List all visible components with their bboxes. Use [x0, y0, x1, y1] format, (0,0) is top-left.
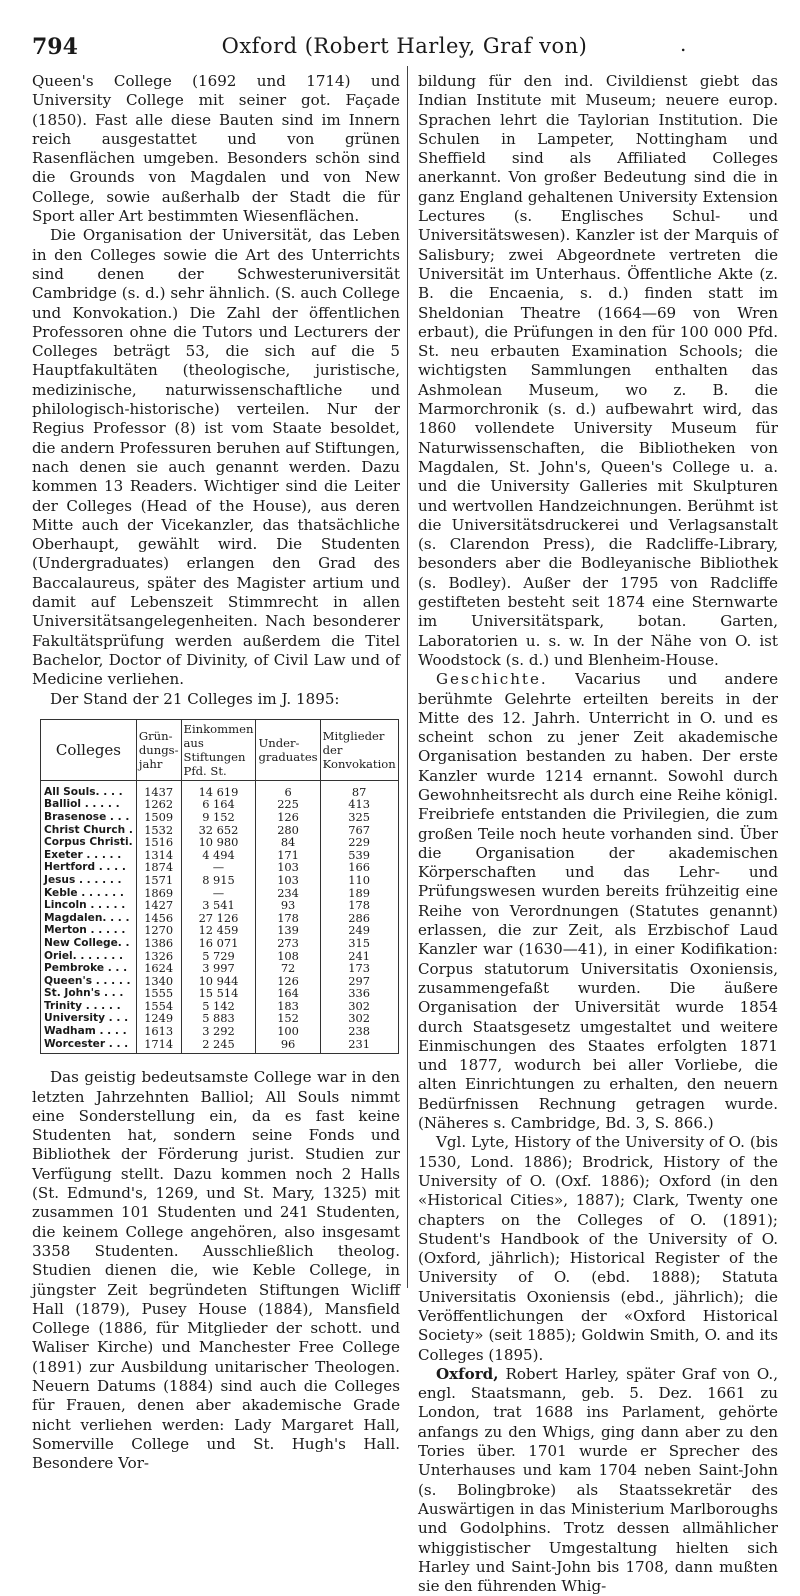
paragraph: Queen's College (1692 und 1714) und University College mit seiner got. Façade (1850). Fast alle diese Bauten sind im Innern reich ausgestattet und von grünen Rasenflächen umgeben. Besonders schön sind die Grounds von Magdalen und von New College, sowie außerhalb der Stadt die für Sport aller Art bestimmten Wiesenflächen.	[32, 72, 400, 226]
table-cell: 1624	[136, 962, 181, 975]
table-cell: 139	[256, 924, 320, 937]
table-row	[41, 780, 399, 798]
college-name-cell: All Souls. . . .	[41, 780, 137, 798]
college-name-cell: Christ Church .	[41, 824, 137, 837]
table-row	[41, 962, 399, 975]
page-header	[32, 34, 777, 62]
table-cell: 336	[320, 987, 398, 1000]
table-cell: 152	[256, 1012, 320, 1025]
table-cell: 767	[320, 824, 398, 837]
table-cell: 5 729	[181, 950, 256, 963]
section-heading: Geschichte.	[436, 670, 548, 689]
table-cell: 3 292	[181, 1025, 256, 1038]
table-cell: 10 944	[181, 975, 256, 988]
table-cell: 1326	[136, 950, 181, 963]
college-name-cell: St. John's . . .	[41, 987, 137, 1000]
paragraph: Das geistig bedeutsamste College war in den letzten Jahrzehnten Balliol; All Souls nimmt eine Sonderstellung ein, da es fast keine Studenten hat, sondern seine Fonds und Bibliothek der Förderung jurist. Studien zur Verfügung stellt. Dazu kommen noch 2 Halls (St. Edmund's, 1269, und St. Mary, 1325) mit zusammen 101 Studenten und 241 Studenten, die keinem College angehören, also insgesamt 3358 Studenten. Ausschließlich theolog. Studien dienen die, wie Keble College, in jüngster Zeit begründeten Stiftungen Wicliff Hall (1879), Pusey House (1884), Mansfield College (1886, für Mitglieder der schott. und Waliser Kirche) und Manchester Free College (1891) zur Ausbildung unitarischer Theologen. Neuern Datums (1884) sind auch die Colleges für Frauen, denen aber akademische Grade nicht verliehen werden: Lady Margaret Hall, Somerville College und St. Hugh's Hall. Besondere Vor-	[32, 1068, 400, 1473]
table-cell: 126	[256, 811, 320, 824]
table-cell: 4 494	[181, 849, 256, 862]
table-row	[41, 1038, 399, 1054]
college-name-cell: Magdalen. . . .	[41, 912, 137, 925]
table-cell: 84	[256, 836, 320, 849]
column-header: Einkommen aus Stiftungen Pfd. St.	[181, 719, 256, 780]
table-cell: 103	[256, 861, 320, 874]
table-row	[41, 937, 399, 950]
table-cell: 12 459	[181, 924, 256, 937]
table-cell: 178	[320, 899, 398, 912]
paragraph	[418, 1365, 778, 1596]
table-cell: 178	[256, 912, 320, 925]
table-row	[41, 811, 399, 824]
table-cell: 1386	[136, 937, 181, 950]
table-cell: 1571	[136, 874, 181, 887]
left-column	[32, 72, 400, 1474]
table-cell: 164	[256, 987, 320, 1000]
table-cell: 1869	[136, 887, 181, 900]
table-cell: 14 619	[181, 780, 256, 798]
table-cell: 315	[320, 937, 398, 950]
table-cell: 1262	[136, 798, 181, 811]
college-name-cell: Queen's . . . . .	[41, 975, 137, 988]
paragraph	[418, 670, 778, 1133]
table-cell: 273	[256, 937, 320, 950]
table-cell: 6 164	[181, 798, 256, 811]
table-cell: 302	[320, 1000, 398, 1013]
table-cell: 1516	[136, 836, 181, 849]
paragraph-text: Robert Harley, später Graf von O., engl. Staatsmann, geb. 5. Dez. 1661 zu London, trat 1688 ins Parlament, gehörte anfangs zu den Whigs, ging dann aber zu den Tories über. 1701 wurde er Sprecher des Unterhauses und kam 1704 neben Saint-John (s. Bolingbroke) als Staatssekretär des Auswärtigen in das Ministerium Marlboroughs und Godolphins. Trotz dessen allmählicher whiggistischer Umgestaltung hielten sich Harley und Saint-John bis 1708, dann mußten sie den führenden Whig-	[418, 1364, 778, 1596]
page-number: 794	[32, 34, 78, 60]
table-cell: 231	[320, 1038, 398, 1054]
college-name-cell: Wadham . . . .	[41, 1025, 137, 1038]
table-cell: 280	[256, 824, 320, 837]
college-name-cell: Balliol . . . . .	[41, 798, 137, 811]
table-cell: 1714	[136, 1038, 181, 1054]
table-caption: Der Stand der 21 Colleges im J. 1895:	[50, 689, 340, 708]
table-cell: 8 915	[181, 874, 256, 887]
table-cell: 189	[320, 887, 398, 900]
table-cell: 229	[320, 836, 398, 849]
table-cell: 9 152	[181, 811, 256, 824]
table-cell: 171	[256, 849, 320, 862]
college-name-cell: Oriel. . . . . . .	[41, 950, 137, 963]
table-cell: 297	[320, 975, 398, 988]
table-cell: 225	[256, 798, 320, 811]
table-row	[41, 874, 399, 887]
column-header: Colleges	[41, 719, 137, 780]
table-cell: 87	[320, 780, 398, 798]
college-name-cell: University . . .	[41, 1012, 137, 1025]
table-cell: 166	[320, 861, 398, 874]
header-dot: .	[680, 32, 687, 56]
table-cell: 238	[320, 1025, 398, 1038]
colleges-table	[40, 719, 399, 1054]
table-cell: 1555	[136, 987, 181, 1000]
table-cell: —	[181, 861, 256, 874]
college-name-cell: Lincoln . . . . .	[41, 899, 137, 912]
table-row	[41, 1025, 399, 1038]
paragraph: Vgl. Lyte, History of the University of O. (bis 1530, Lond. 1886); Brodrick, History of the University of O. (Oxf. 1886); Oxford (in den «Historical Cities», 1887); Clark, Twenty one chapters on the Colleges of O. (1891); Student's Handbook of the University of O. (Oxford, jährlich); Historical Register of the University of O. (ebd. 1888); Statuta Universitatis Oxoniensis (ebd., jährlich); die Veröffentlichungen der «Oxford Historical Society» (seit 1885); Goldwin Smith, O. and its Colleges (1895).	[418, 1133, 778, 1364]
table-cell: 183	[256, 1000, 320, 1013]
table-cell: 249	[320, 924, 398, 937]
college-name-cell: Pembroke . . .	[41, 962, 137, 975]
college-name-cell: Corpus Christi.	[41, 836, 137, 849]
table-cell: 1314	[136, 849, 181, 862]
table-cell: 126	[256, 975, 320, 988]
college-name-cell: Worcester . . .	[41, 1038, 137, 1054]
column-header: Mitglieder der Konvokation	[320, 719, 398, 780]
college-name-cell: Keble . . . . . .	[41, 887, 137, 900]
table-cell: 1613	[136, 1025, 181, 1038]
college-name-cell: Hertford . . . .	[41, 861, 137, 874]
table-cell: 72	[256, 962, 320, 975]
table-cell: 1427	[136, 899, 181, 912]
table-cell: 286	[320, 912, 398, 925]
column-header: Under-graduates	[256, 719, 320, 780]
table-cell: 539	[320, 849, 398, 862]
paragraph-text: Vacarius und andere berühmte Gelehrte erteilten bereits in der Mitte des 12. Jahrh. Unterricht in O. und es scheint schon zu jener Zeit akademische Organisation bestanden zu haben. Der erste Kanzler wurde 1214 ernannt. Sowohl durch Gewohnheitsrecht als durch eine Reihe königl. Freibriefe entstanden die Privilegien, die zum großen Teile noch heute vorhanden sind. Über die Organisation der akademischen Körperschaften und das Lehr- und Prüfungswesen wurden bereits frühzeitig eine Reihe von Verordnungen (Statutes genannt) erlassen, die zur Zeit, als Erzbischof Laud Kanzler war (1630—41), in einer Kodifikation: Corpus statutorum Universitatis Oxoniensis, zusammengefaßt wurden. Die äußere Organisation der Universität wurde 1854 durch Staatsgesetz umgestaltet und weitere Einmischungen des Staates erfolgten 1871 und 1877, wodurch bei aller Vorliebe, die alten Einrichtungen zu erhalten, den neuern Bedürfnissen Rechnung getragen wurde. (Näheres s. Cambridge, Bd. 3, S. 866.)	[418, 670, 778, 1133]
paragraph: Die Organisation der Universität, das Leben in den Colleges sowie die Art des Unterrichts sind denen der Schwesteruniversität Cambridge (s. d.) sehr ähnlich. (S. auch College und Konvokation.) Die Zahl der öffentlichen Professoren ohne die Tutors und Lecturers der Colleges beträgt 53, die sich auf die 5 Hauptfakultäten (theologische, juristische, medizinische, naturwissenschaftliche und philologisch-historische) verteilen. Nur der Regius Professor (8) ist vom Staate besoldet, die andern Professuren beruhen auf Stiftungen, nach denen sie auch genannt werden. Dazu kommen 13 Readers. Wichtiger sind die Leiter der Colleges (Head of the House), aus deren Mitte auch der Vicekanzler, das thatsächliche Oberhaupt, gewählt wird. Die Studenten (Undergraduates) erlangen den Grad des Baccalaureus, später des Magister artium und damit auf Lebenszeit Stimmrecht in allen Universitätsangelegenheiten. Nach besonderer Fakultätsprüfung werden außerdem die Titel Bachelor, Doctor of Divinity, of Civil Law und of Medicine verliehen.	[32, 226, 400, 689]
table-cell: 15 514	[181, 987, 256, 1000]
table-cell: 3 541	[181, 899, 256, 912]
table-cell: 1532	[136, 824, 181, 837]
table-cell: —	[181, 887, 256, 900]
right-column	[418, 72, 778, 1596]
table-cell: 325	[320, 811, 398, 824]
table-row	[41, 836, 399, 849]
table-cell: 302	[320, 1012, 398, 1025]
table-cell: 108	[256, 950, 320, 963]
table-cell: 1340	[136, 975, 181, 988]
table-cell: 110	[320, 874, 398, 887]
paragraph: bildung für den ind. Civildienst giebt das Indian Institute mit Museum; neuere europ. Sprachen lehrt die Taylorian Institution. Die Schulen in Lampeter, Nottingham und Sheffield sind als Affiliated Colleges anerkannt. Von großer Bedeutung sind die in ganz England gehaltenen University Extension Lectures (s. Englisches Schul- und Universitätswesen). Kanzler ist der Marquis of Salisbury; zwei Abgeordnete vertreten die Universität im Unterhaus. Öffentliche Akte (z. B. die Encaenia, s. d.) finden statt im Sheldonian Theatre (1664—69 von Wren erbaut), die Prüfungen in den für 100 000 Pfd. St. neu erbauten Examination Schools; die wichtigsten Sammlungen enthalten das Ashmolean Museum, wo z. B. die Marmorchronik (s. d.) aufbewahrt wird, das 1860 vollendete University Museum für Naturwissenschaften, die Bibliotheken von Magdalen, St. John's, Queen's College u. a. und die University Galleries mit Skulpturen und wertvollen Handzeichnungen. Berühmt ist die Universitätsdruckerei und Verlagsanstalt (s. Clarendon Press), die Radcliffe-Library, besonders aber die Bodleyanische Bibliothek (s. Bodley). Außer der 1795 von Radcliffe gestifteten besteht seit 1874 eine Sternwarte im Universitätspark, botan. Garten, Laboratorien u. s. w. In der Nähe von O. ist Woodstock (s. d.) und Blenheim-House.	[418, 72, 778, 669]
table-cell: 1270	[136, 924, 181, 937]
column-header: Grün-dungs-jahr	[136, 719, 181, 780]
table-cell: 93	[256, 899, 320, 912]
table-cell: 10 980	[181, 836, 256, 849]
table-cell: 5 142	[181, 1000, 256, 1013]
table-cell: 5 883	[181, 1012, 256, 1025]
column-divider	[407, 66, 408, 1288]
table-cell: 1249	[136, 1012, 181, 1025]
table-cell: 234	[256, 887, 320, 900]
table-cell: 173	[320, 962, 398, 975]
table-cell: 1437	[136, 780, 181, 798]
running-title: Oxford (Robert Harley, Graf von)	[221, 34, 588, 58]
college-name-cell: Brasenose . . .	[41, 811, 137, 824]
table-row	[41, 899, 399, 912]
college-name-cell: New College. .	[41, 937, 137, 950]
table-cell: 1874	[136, 861, 181, 874]
table-cell: 3 997	[181, 962, 256, 975]
table-cell: 16 071	[181, 937, 256, 950]
college-name-cell: Exeter . . . . .	[41, 849, 137, 862]
table-cell: 32 652	[181, 824, 256, 837]
table-cell: 100	[256, 1025, 320, 1038]
table-cell: 1456	[136, 912, 181, 925]
table-cell: 6	[256, 780, 320, 798]
table-cell: 2 245	[181, 1038, 256, 1054]
table-cell: 27 126	[181, 912, 256, 925]
table-body	[41, 780, 399, 1053]
table-cell: 1554	[136, 1000, 181, 1013]
table-cell: 103	[256, 874, 320, 887]
table-header-row	[41, 719, 399, 780]
entry-heading: Oxford,	[436, 1364, 499, 1383]
table-cell: 1509	[136, 811, 181, 824]
table-cell: 96	[256, 1038, 320, 1054]
table-cell: 241	[320, 950, 398, 963]
college-name-cell: Jesus . . . . . .	[41, 874, 137, 887]
table-cell: 413	[320, 798, 398, 811]
table-row	[41, 987, 399, 1000]
college-name-cell: Merton . . . . .	[41, 924, 137, 937]
college-name-cell: Trinity . . . . .	[41, 1000, 137, 1013]
